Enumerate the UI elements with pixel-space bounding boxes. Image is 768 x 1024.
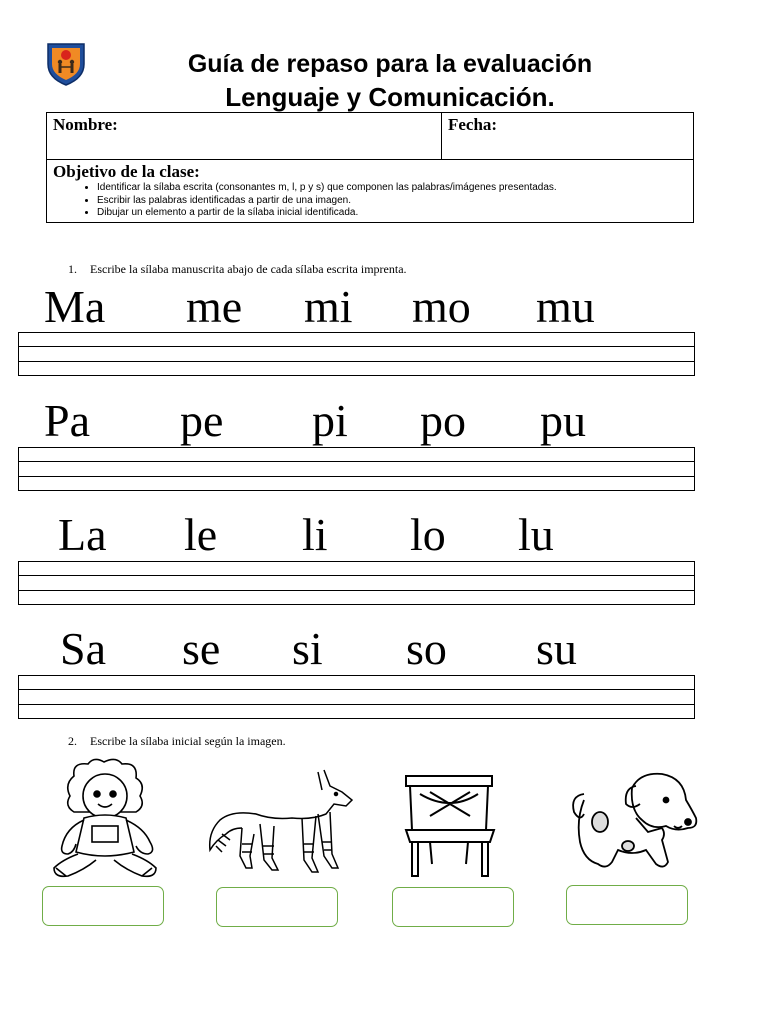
syllable: Sa [60,623,106,674]
exercise1-number: 1. [68,262,77,276]
syllable: La [58,509,107,560]
page-subtitle: Lenguaje y Comunicación. [225,82,555,112]
syllable: su [536,623,577,674]
name-cell[interactable] [47,113,442,160]
school-logo-icon [44,40,88,86]
syllable: si [292,623,323,674]
syllable: Ma [44,281,106,332]
wolf-icon [202,764,358,878]
syllable: li [302,509,328,560]
writing-lines[interactable] [18,561,695,605]
syllable: mu [536,281,595,332]
syllable: pe [180,395,224,446]
writing-lines[interactable] [18,332,695,376]
syllable: lo [410,509,446,560]
syllable: mi [304,281,353,332]
writing-lines[interactable] [18,675,695,719]
answer-box-chair[interactable] [392,887,514,927]
doll-icon [44,756,166,880]
page-title: Guía de repaso para la evaluación [187,50,593,78]
chair-icon [400,772,500,880]
answer-box-puppy[interactable] [566,885,688,925]
syllable: se [182,623,221,674]
name-label: Nombre: [53,115,118,134]
answer-box-doll[interactable] [42,886,164,926]
objective-label: Objetivo de la clase: [53,162,200,181]
exercise2-instruction: Escribe la sílaba inicial según la imagen. [90,734,286,748]
syllable: me [186,281,243,332]
exercise2-number: 2. [68,734,77,748]
syllable: mo [412,281,471,332]
puppy-icon [570,770,702,874]
student-info-table [46,112,694,223]
objective-item: • Dibujar un elemento a partir de la sílaba inicial identificada. [97,207,687,220]
objective-item: • Escribir las palabras identificadas a partir de una imagen. [97,195,687,208]
objective-item: • Identificar la sílaba escrita (consonantes m, l, p y s) que componen las palabras/imágenes presentadas. [97,182,687,195]
exercise1-instruction: Escribe la sílaba manuscrita abajo de cada sílaba escrita imprenta. [90,262,407,276]
objective-list [53,182,687,220]
date-label: Fecha: [448,115,498,134]
syllable: Pa [44,395,90,446]
syllable: po [420,395,466,446]
answer-box-wolf[interactable] [216,887,338,927]
syllable: pi [312,395,348,446]
writing-lines[interactable] [18,447,695,491]
date-cell[interactable] [442,113,694,160]
objective-cell [47,160,694,223]
syllable: pu [540,395,586,446]
syllable: le [184,509,218,560]
syllable: lu [518,509,554,560]
syllable: so [406,623,447,674]
